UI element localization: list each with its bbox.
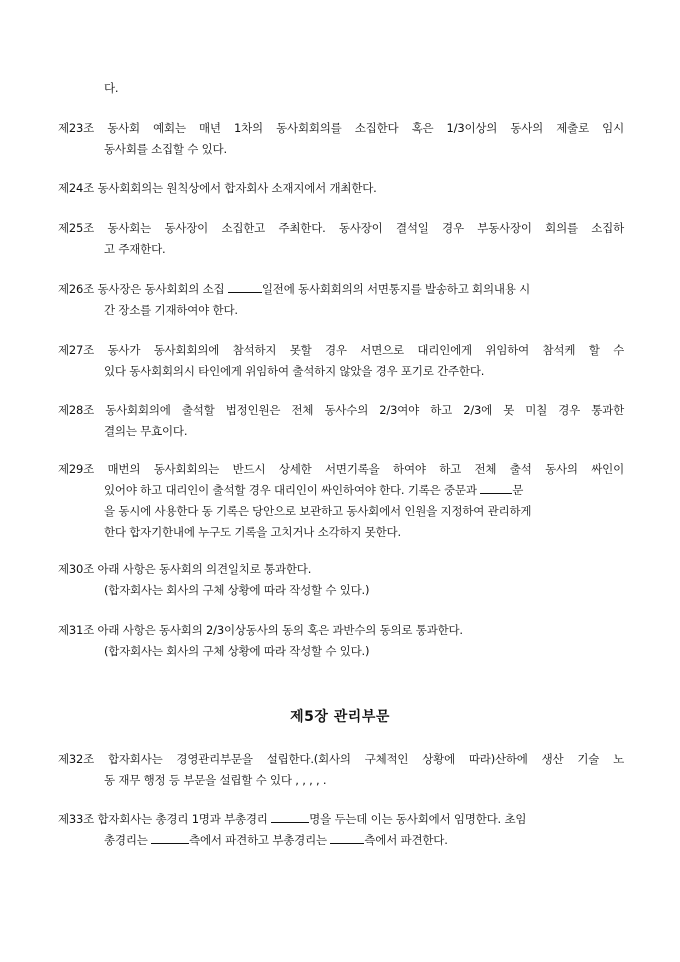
- article-29-line-2: 있어야 하고 대리인이 출석할 경우 대리인이 싸인하여야 한다. 기록은 중문과 문: [104, 483, 524, 497]
- article-25-line-2: 고 주재한다.: [104, 242, 166, 256]
- article-23-line-2: 동사회를 소집할 수 있다.: [104, 142, 227, 156]
- article-29-line-4: 한다 합자기한내에 누구도 기록을 고치거나 소각하지 못한다.: [104, 525, 401, 539]
- fill-in-blank: [271, 810, 309, 823]
- article-31: [58, 620, 624, 662]
- fill-in-blank: [480, 481, 512, 494]
- chapter-title: 제5장 관리부문: [290, 709, 390, 725]
- article-32: [58, 749, 624, 791]
- article-24-line-1: 제24조 동사회회의는 원칙상에서 합자회사 소재지에서 개최한다.: [58, 181, 377, 195]
- article-33-line-1: 제33조 합자회사는 총경리 1명과 부총경리 명을 두는데 이는 동사회에서 임명한다. 초임: [58, 812, 527, 826]
- article-28-line-2: 결의는 무효이다.: [104, 424, 188, 438]
- article-26-line-1: 제26조 동사장은 동사회회의 소집 일전에 동사회회의의 서면통지를 발송하고 회의내용 시: [58, 282, 531, 296]
- article-28-line-1: 제28조 동사회회의에 출석할 법정인원은 전체 동사수의 2/3여야 하고 2/3에 못 미칠 경우 통과한: [58, 403, 624, 417]
- article-33: [58, 809, 624, 851]
- article-33-line-2: 총경리는 측에서 파견하고 부총경리는 측에서 파견한다.: [104, 833, 448, 847]
- article-31-line-1: 제31조 아래 사항은 동사회의 2/3이상동사의 동의 혹은 과반수의 동의로 통과한다.: [58, 623, 463, 637]
- article-27-line-2: 있다 동사회회의시 타인에게 위임하여 출석하지 않았을 경우 포기로 간주한다.: [104, 364, 485, 378]
- fill-in-blank: [228, 280, 262, 293]
- article-28: [58, 400, 624, 442]
- article-26: [58, 279, 624, 321]
- article-24: [58, 178, 624, 199]
- article-27: [58, 340, 624, 382]
- article-26-line-2: 간 장소를 기재하여야 한다.: [104, 303, 238, 317]
- fill-in-blank: [151, 831, 189, 844]
- article-31-line-2: (합자회사는 회사의 구체 상황에 따라 작성할 수 있다.): [104, 644, 370, 658]
- article-30: [58, 559, 624, 601]
- article-25-line-1: 제25조 동사회는 동사장이 소집한고 주최한다. 동사장이 결석일 경우 부동사장이 회의를 소집하: [58, 221, 624, 235]
- article-30-line-1: 제30조 아래 사항은 동사회의 의견일치로 통과한다.: [58, 562, 312, 576]
- article-29-line-3: 을 동시에 사용한다 동 기록은 당안으로 보관하고 동사회에서 인원을 지정하여 관리하게: [104, 504, 532, 518]
- article-27-line-1: 제27조 동사가 동사회회의에 참석하지 못할 경우 서면으로 대리인에게 위임하여 참석케 할 수: [58, 343, 624, 357]
- article-23-line-1: 제23조 동사회 예회는 매년 1차의 동사회회의를 소집한다 혹은 1/3이상의 동사의 제출로 임시: [58, 121, 624, 135]
- article-29: [58, 459, 624, 543]
- fill-in-blank: [330, 831, 364, 844]
- article-30-line-2: (합자회사는 회사의 구체 상황에 따라 작성할 수 있다.): [104, 583, 370, 597]
- article-23: [58, 118, 624, 160]
- continuation-text: 다.: [104, 81, 119, 95]
- article-32-line-2: 동 재무 행정 등 부문을 설립할 수 있다 , , , , .: [104, 773, 327, 787]
- article-29-line-1: 제29조 매번의 동사회회의는 반드시 상세한 서면기록을 하여야 하고 전체 출석 동사의 싸인이: [58, 462, 624, 476]
- article-25: [58, 218, 624, 260]
- article-32-line-1: 제32조 합자회사는 경영관리부문을 설립한다.(회사의 구체적인 상황에 따라)산하에 생산 기술 노: [58, 752, 624, 766]
